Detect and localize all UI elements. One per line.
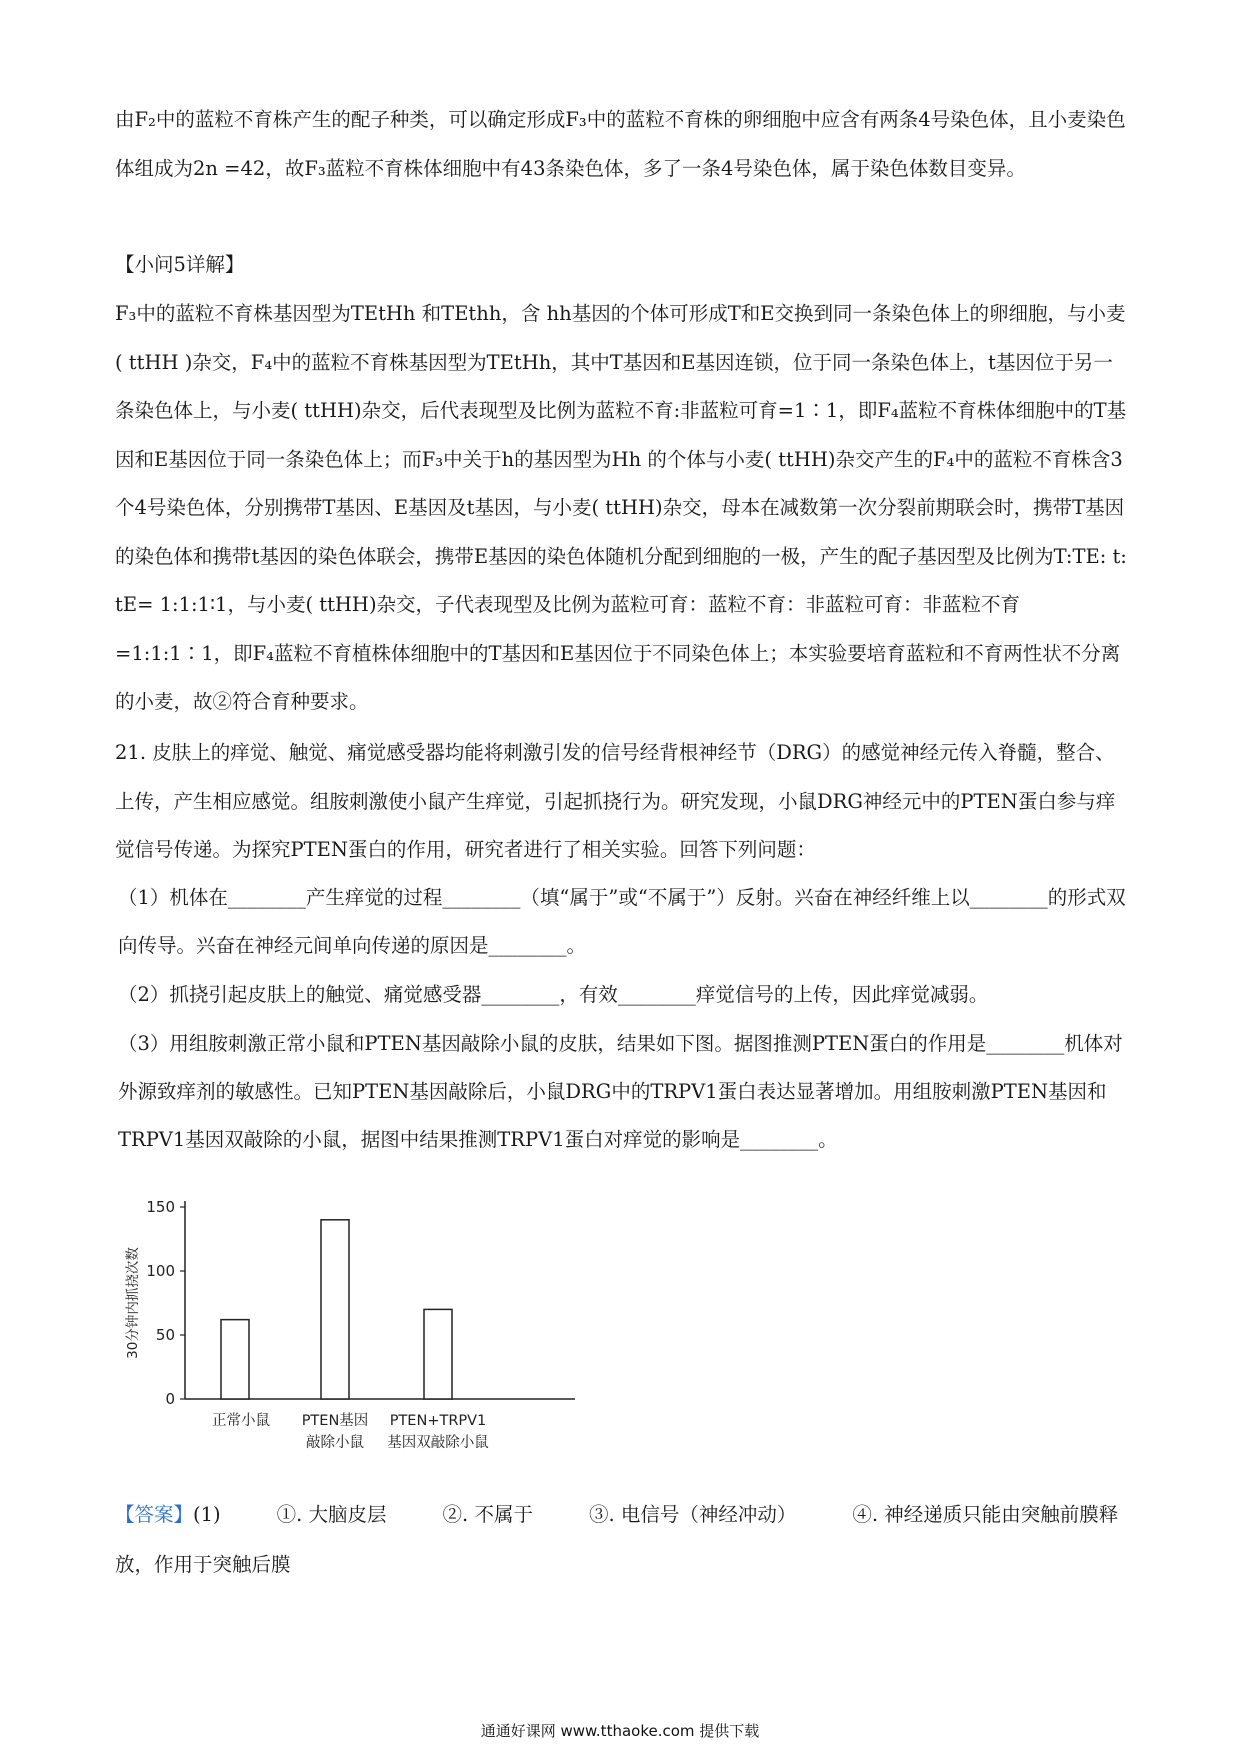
y-tick-label: 150 bbox=[146, 1198, 175, 1216]
answer-block bbox=[115, 1490, 1127, 1590]
paragraph-subquestion-5-explanation: F₃中的蓝粒不育株基因型为TEtHh 和TEthh，含 hh基因的个体可形成T和E交换到同一条染色体上的卵细胞，与小麦( ttHH )杂交，F₄中的蓝粒不育株基因型为TEtHh，其中T基因和E基因连锁，位于同一条染色体上，t基因位于另一条染色体上，与小麦( ttHH)杂交，后代表现型及比例为蓝粒不育:非蓝粒可育=1∶1，即F₄蓝粒不育株体细胞中的T基因和E基因位于同一条染色体上；而F₃中关于h的基因型为Hh 的个体与小麦( ttHH)杂交产生的F₄中的蓝粒不育株含3个4号染色体，分别携带T基因、E基因及t基因，与小麦( ttHH)杂交，母本在减数第一次分裂前期联会时，携带T基因的染色体和携带t基因的染色体联会，携带E基因的染色体随机分配到细胞的一极，产生的配子基因型及比例为T:TE: t: tE= 1:1:1∶1，与小麦( ttHH)杂交，子代表现型及比例为蓝粒可育：蓝粒不育：非蓝粒可育：非蓝粒不育=1:1:1∶1，即F₄蓝粒不育植株体细胞中的T基因和E基因位于不同染色体上；本实验要培育蓝粒和不育两性状不分离的小麦，故②符合育种要求。 bbox=[115, 302, 1127, 713]
paragraph-f3-chromosome: 由F₂中的蓝粒不育株产生的配子种类，可以确定形成F₃中的蓝粒不育株的卵细胞中应含有两条4号染色体，且小麦染色体组成为2n =42，故F₃蓝粒不育株体细胞中有43条染色体，多了一条4号染色体，属于染色体数目变异。 bbox=[115, 108, 1126, 180]
chart-svg bbox=[115, 1185, 585, 1475]
answer-part-label: (1) bbox=[193, 1503, 221, 1526]
y-tick-label: 100 bbox=[146, 1262, 175, 1280]
bar bbox=[321, 1220, 349, 1399]
question-21-part-1: （1）机体在________产生痒觉的过程________（填“属于”或“不属于”）反射。兴奋在神经纤维上以________的形式双向传导。兴奋在神经元间单向传递的原因是________。 bbox=[118, 886, 1126, 957]
page-footer: 通通好课网 www.tthaoke.com 提供下载 bbox=[480, 1722, 760, 1740]
question-21-part-2: （2）抓挠引起皮肤上的触觉、痛觉感受器________，有效________痒觉信号的上传，因此痒觉减弱。 bbox=[118, 983, 989, 1006]
y-tick-label: 50 bbox=[155, 1326, 175, 1344]
x-category-label: 正常小鼠 bbox=[212, 1413, 270, 1429]
answer-item-2: ②. 不属于 bbox=[442, 1503, 533, 1526]
x-category-label: PTEN+TRPV1 bbox=[389, 1413, 487, 1429]
answer-item-3: ③. 电信号（神经冲动） bbox=[588, 1503, 797, 1526]
x-category-label: 基因双敲除小鼠 bbox=[387, 1435, 489, 1451]
answer-item-1: ①. 大脑皮层 bbox=[276, 1503, 387, 1526]
scratch-count-bar-chart bbox=[115, 1185, 585, 1475]
bar bbox=[424, 1309, 452, 1399]
answer-tag: 【答案】 bbox=[115, 1503, 194, 1526]
x-category-label: PTEN基因 bbox=[301, 1413, 369, 1429]
question-21-stem: 21. 皮肤上的痒觉、触觉、痛觉感受器均能将刺激引发的信号经背根神经节（DRG）的感觉神经元传入脊髓，整合、上传，产生相应感觉。组胺刺激使小鼠产生痒觉，引起抓挠行为。研究发现，小鼠DRG神经元中的PTEN蛋白参与痒觉信号传递。为探究PTEN蛋白的作用，研究者进行了相关实验。回答下列问题： bbox=[115, 741, 1116, 861]
bar bbox=[221, 1320, 249, 1399]
subquestion-5-heading: 【小问5详解】 bbox=[115, 253, 245, 276]
question-21-part-3: （3）用组胺刺激正常小鼠和PTEN基因敲除小鼠的皮肤，结果如下图。据图推测PTEN蛋白的作用是________机体对外源致痒剂的敏感性。已知PTEN基因敲除后，小鼠DRG中的TRPV1蛋白表达显著增加。用组胺刺激PTEN基因和TRPV1基因双敲除的小鼠，据图中结果推测TRPV1蛋白对痒觉的影响是________。 bbox=[118, 1032, 1123, 1151]
answer-item-4: ④. 神经递质只能由突触前膜释放，作用于突触后膜 bbox=[115, 1503, 1119, 1576]
x-category-label: 敲除小鼠 bbox=[306, 1435, 364, 1451]
y-tick-label: 0 bbox=[165, 1390, 175, 1408]
y-axis-label: 30分钟内抓挠次数 bbox=[125, 1247, 141, 1359]
